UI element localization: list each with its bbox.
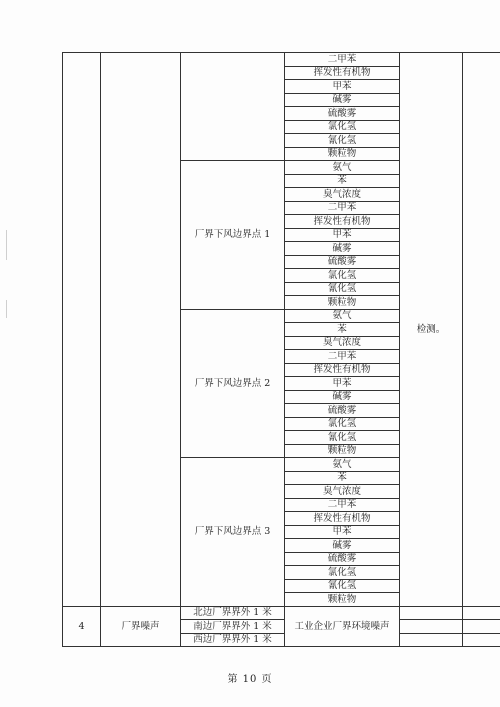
monitoring-table-body — [63, 53, 500, 647]
item-cell: 硫酸雾 — [285, 552, 400, 566]
point-cell: 北边厂界界外 1 米 — [181, 606, 285, 620]
note-cell: 检测。 — [400, 53, 463, 607]
item-cell: 氰化氢 — [285, 134, 400, 148]
scan-artifact — [6, 230, 7, 260]
item-cell: 氯化氢 — [285, 566, 400, 580]
standard-cell — [400, 606, 463, 620]
item-cell: 碱雾 — [285, 93, 400, 107]
item-cell: 颗粒物 — [285, 444, 400, 458]
item-cell: 氰化氢 — [285, 282, 400, 296]
table-row — [63, 53, 500, 67]
table-row — [63, 606, 500, 620]
item-cell: 氨气 — [285, 458, 400, 472]
item-cell: 臭气浓度 — [285, 485, 400, 499]
item-cell: 苯 — [285, 471, 400, 485]
item-cell: 氨气 — [285, 161, 400, 175]
item-cell: 颗粒物 — [285, 296, 400, 310]
category-cell: 厂界噪声 — [101, 606, 181, 647]
item-cell: 二甲苯 — [285, 201, 400, 215]
item-cell: 甲苯 — [285, 80, 400, 94]
item-cell: 甲苯 — [285, 377, 400, 391]
item-cell: 挥发性有机物 — [285, 512, 400, 526]
number-cell — [63, 53, 101, 607]
item-cell: 二甲苯 — [285, 53, 400, 67]
item-cell: 硫酸雾 — [285, 107, 400, 121]
item-cell: 挥发性有机物 — [285, 215, 400, 229]
standard-cell — [400, 633, 463, 647]
remark-cell — [463, 606, 500, 620]
item-cell: 氯化氢 — [285, 269, 400, 283]
item-cell: 硫酸雾 — [285, 404, 400, 418]
item-cell: 氰化氢 — [285, 431, 400, 445]
item-cell: 氨气 — [285, 309, 400, 323]
item-cell: 臭气浓度 — [285, 336, 400, 350]
item-cell: 颗粒物 — [285, 593, 400, 607]
remark-cell — [463, 633, 500, 647]
item-cell: 臭气浓度 — [285, 188, 400, 202]
item-cell: 碱雾 — [285, 539, 400, 553]
item-cell: 甲苯 — [285, 525, 400, 539]
item-cell: 挥发性有机物 — [285, 363, 400, 377]
item-cell: 二甲苯 — [285, 350, 400, 364]
point-cell — [181, 53, 285, 161]
item-cell: 硫酸雾 — [285, 255, 400, 269]
monitoring-table — [62, 52, 500, 647]
item-cell: 氯化氢 — [285, 417, 400, 431]
item-cell: 挥发性有机物 — [285, 66, 400, 80]
scan-artifact — [6, 300, 7, 318]
number-cell: 4 — [63, 606, 101, 647]
point-cell: 厂界下风边界点 2 — [181, 309, 285, 458]
item-cell: 苯 — [285, 323, 400, 337]
point-cell: 厂界下风边界点 3 — [181, 458, 285, 607]
point-cell: 西边厂界界外 1 米 — [181, 633, 285, 647]
item-cell: 氯化氢 — [285, 120, 400, 134]
item-cell: 碱雾 — [285, 390, 400, 404]
item-cell: 颗粒物 — [285, 147, 400, 161]
remark-cell — [463, 53, 500, 607]
category-cell — [101, 53, 181, 607]
point-cell: 厂界下风边界点 1 — [181, 161, 285, 310]
remark-cell — [463, 620, 500, 634]
item-cell: 二甲苯 — [285, 498, 400, 512]
item-cell: 甲苯 — [285, 228, 400, 242]
item-cell: 工业企业厂界环境噪声 — [285, 606, 400, 647]
standard-cell — [400, 620, 463, 634]
item-cell: 苯 — [285, 174, 400, 188]
point-cell: 南边厂界界外 1 米 — [181, 620, 285, 634]
item-cell: 碱雾 — [285, 242, 400, 256]
page-number: 第 10 页 — [227, 674, 273, 685]
item-cell: 氰化氢 — [285, 579, 400, 593]
